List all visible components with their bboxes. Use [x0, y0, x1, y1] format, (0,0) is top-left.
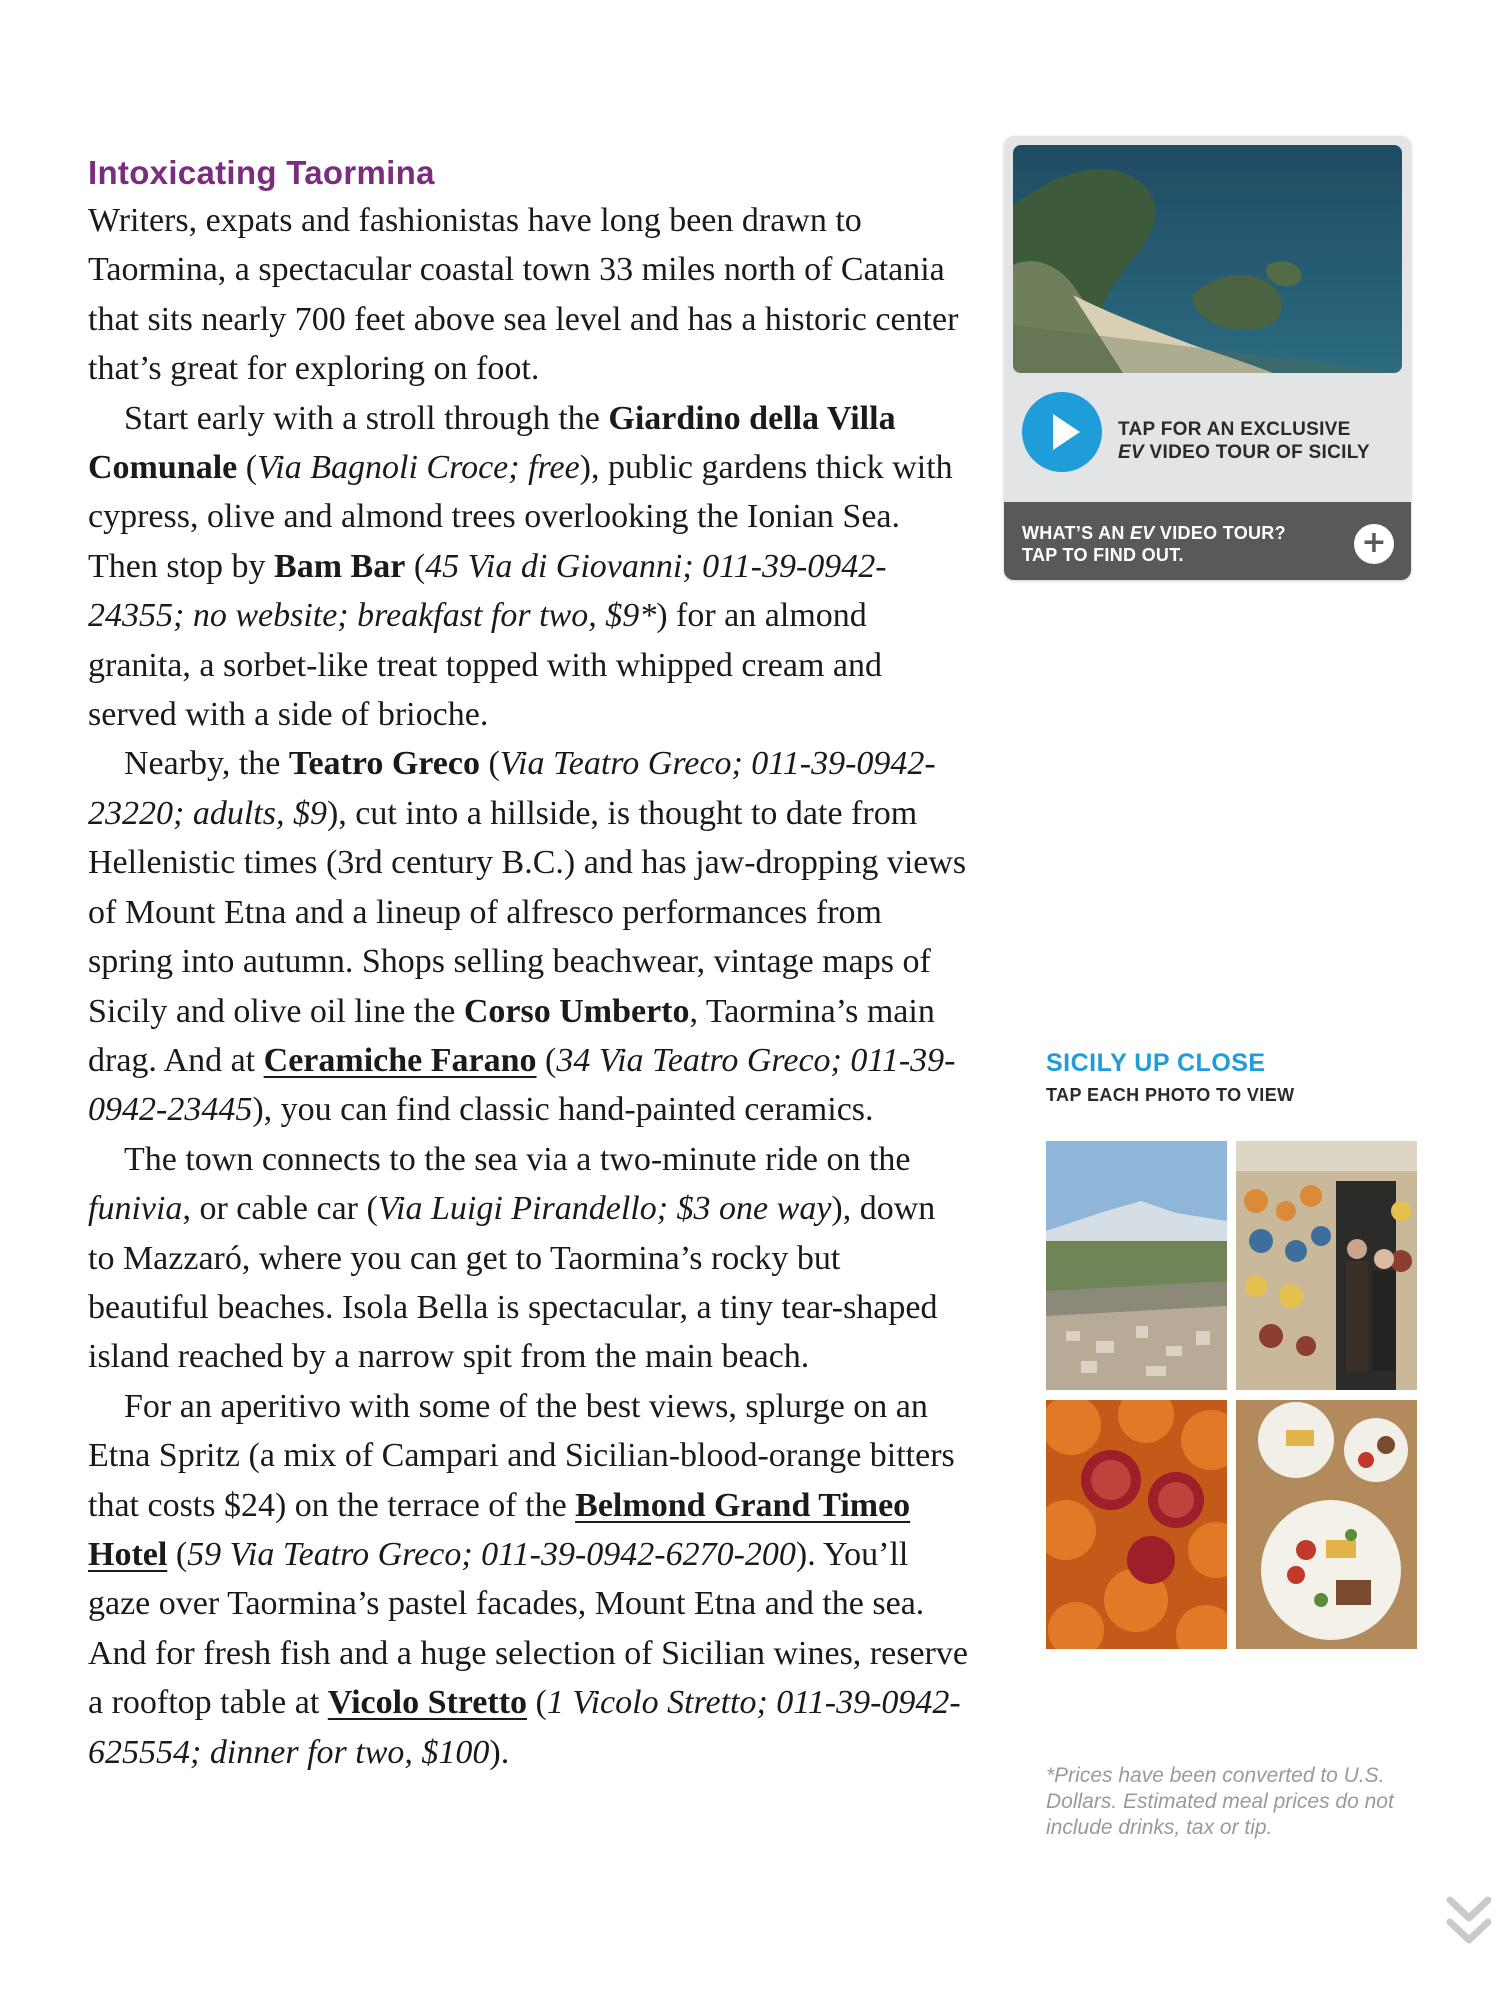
venue-name: Teatro Greco	[288, 745, 480, 783]
photo-food-platter[interactable]	[1236, 1400, 1417, 1649]
article-body	[88, 196, 968, 1777]
photo-ceramics-shop[interactable]	[1236, 1141, 1417, 1390]
info-text: WHAT’S AN EV VIDEO TOUR? TAP TO FIND OUT.	[1022, 523, 1286, 565]
venue-name: Giardino della Villa Comunale	[88, 399, 896, 487]
article-heading: Intoxicating Taormina	[88, 154, 435, 191]
ceramiche-farano-link[interactable]: Ceramiche Farano	[263, 1041, 537, 1079]
paragraph-gardens: Start early with a stroll through the Giardino della Villa Comunale (Via Bagnoli Croce; free), public gardens thick with cypress, olive and almond trees overlooking the Ionian Sea. Then stop by Bam Bar (45 Via di Giovanni; 011-39-0942-24355; no website; breakfast for two, $9*) for an almond granita, a sorbet-like treat topped with whipped cream and served with a side of brioche.	[88, 399, 953, 734]
venue-details: 45 Via di Giovanni; 011-39-0942-24355; no website; breakfast for two, $9*	[88, 547, 887, 635]
venue-name: Bam Bar	[274, 547, 406, 585]
play-video-button[interactable]	[1022, 392, 1102, 472]
gallery-subtitle: TAP EACH PHOTO TO VIEW	[1046, 1085, 1295, 1105]
gallery-title: SICILY UP CLOSE	[1046, 1049, 1266, 1077]
venue-details: 34 Via Teatro Greco; 011-39-0942-23445	[88, 1041, 956, 1129]
venue-details: Via Bagnoli Croce; free	[257, 449, 580, 487]
video-info-bar[interactable]	[1004, 502, 1411, 580]
coastline-photo	[1013, 145, 1402, 373]
video-cta-text[interactable]: TAP FOR AN EXCLUSIVE EV VIDEO TOUR OF SICILY	[1118, 419, 1370, 463]
article	[88, 150, 968, 1777]
video-thumbnail-coast[interactable]	[1013, 145, 1402, 373]
photo-blood-oranges[interactable]	[1046, 1400, 1227, 1649]
venue-details: 59 Via Teatro Greco; 011-39-0942-6270-200	[187, 1535, 796, 1573]
belmond-hotel-link[interactable]: Belmond Grand Timeo Hotel	[88, 1486, 911, 1573]
paragraph-aperitivo: For an aperitivo with some of the best views, splurge on an Etna Spritz (a mix of Campari and Sicilian-blood-orange bitters that costs $24) on the terrace of the Belmond Grand Timeo Hotel (59 Via Teatro Greco; 011-39-0942-6270-200). You’ll gaze over Taormina’s pastel facades, Mount Etna and the sea. And for fresh fish and a huge selection of Sicilian wines, reserve a rooftop table at Vicolo Stretto (1 Vicolo Stretto; 011-39-0942-625554; dinner for two, $100).	[88, 1387, 968, 1771]
venue-details: Via Luigi Pirandello; $3 one way	[377, 1190, 832, 1228]
photo-mount-etna[interactable]	[1046, 1141, 1227, 1390]
paragraph-intro: Writers, expats and fashionistas have long been drawn to Taormina, a spectacular coastal town 33 miles north of Catania that sits nearly 700 feet above sea level and has a historic center that’s great for exploring on foot.	[88, 202, 959, 388]
video-tour-card[interactable]	[1004, 136, 1411, 580]
paragraph-teatro: Nearby, the Teatro Greco (Via Teatro Greco; 011-39-0942-23220; adults, $9), cut into a hillside, is thought to date from Hellenistic times (3rd century B.C.) and has jaw-dropping views of Mount Etna and a lineup of alfresco performances from spring into autumn. Shops selling beachwear, vintage maps of Sicily and olive oil line the Corso Umberto, Taormina’s main drag. And at Ceramiche Farano (34 Via Teatro Greco; 011-39-0942-23445), you can find classic hand-painted ceramics.	[88, 745, 967, 1129]
price-footnote: *Prices have been converted to U.S. Dollars. Estimated meal prices do not include drinks, tax or tip.	[1046, 1764, 1394, 1839]
venue-details: Via Teatro Greco; 011-39-0942-23220; adults, $9	[88, 745, 936, 832]
venue-details: 1 Vicolo Stretto; 011-39-0942-625554; dinner for two, $100	[88, 1684, 961, 1771]
venue-name: Corso Umberto	[463, 992, 690, 1030]
play-icon	[1022, 392, 1102, 472]
paragraph-funivia: The town connects to the sea via a two-minute ride on the funivia, or cable car (Via Luigi Pirandello; $3 one way), down to Mazzaró, where you can get to Taormina’s rocky but beautiful beaches. Isola Bella is spectacular, a tiny tear-shaped island reached by a narrow spit from the main beach.	[88, 1140, 938, 1376]
plus-icon[interactable]: +	[1354, 524, 1394, 564]
vicolo-stretto-link[interactable]: Vicolo Stretto	[327, 1684, 528, 1722]
chevron-double-down-icon[interactable]	[1444, 1894, 1494, 1950]
